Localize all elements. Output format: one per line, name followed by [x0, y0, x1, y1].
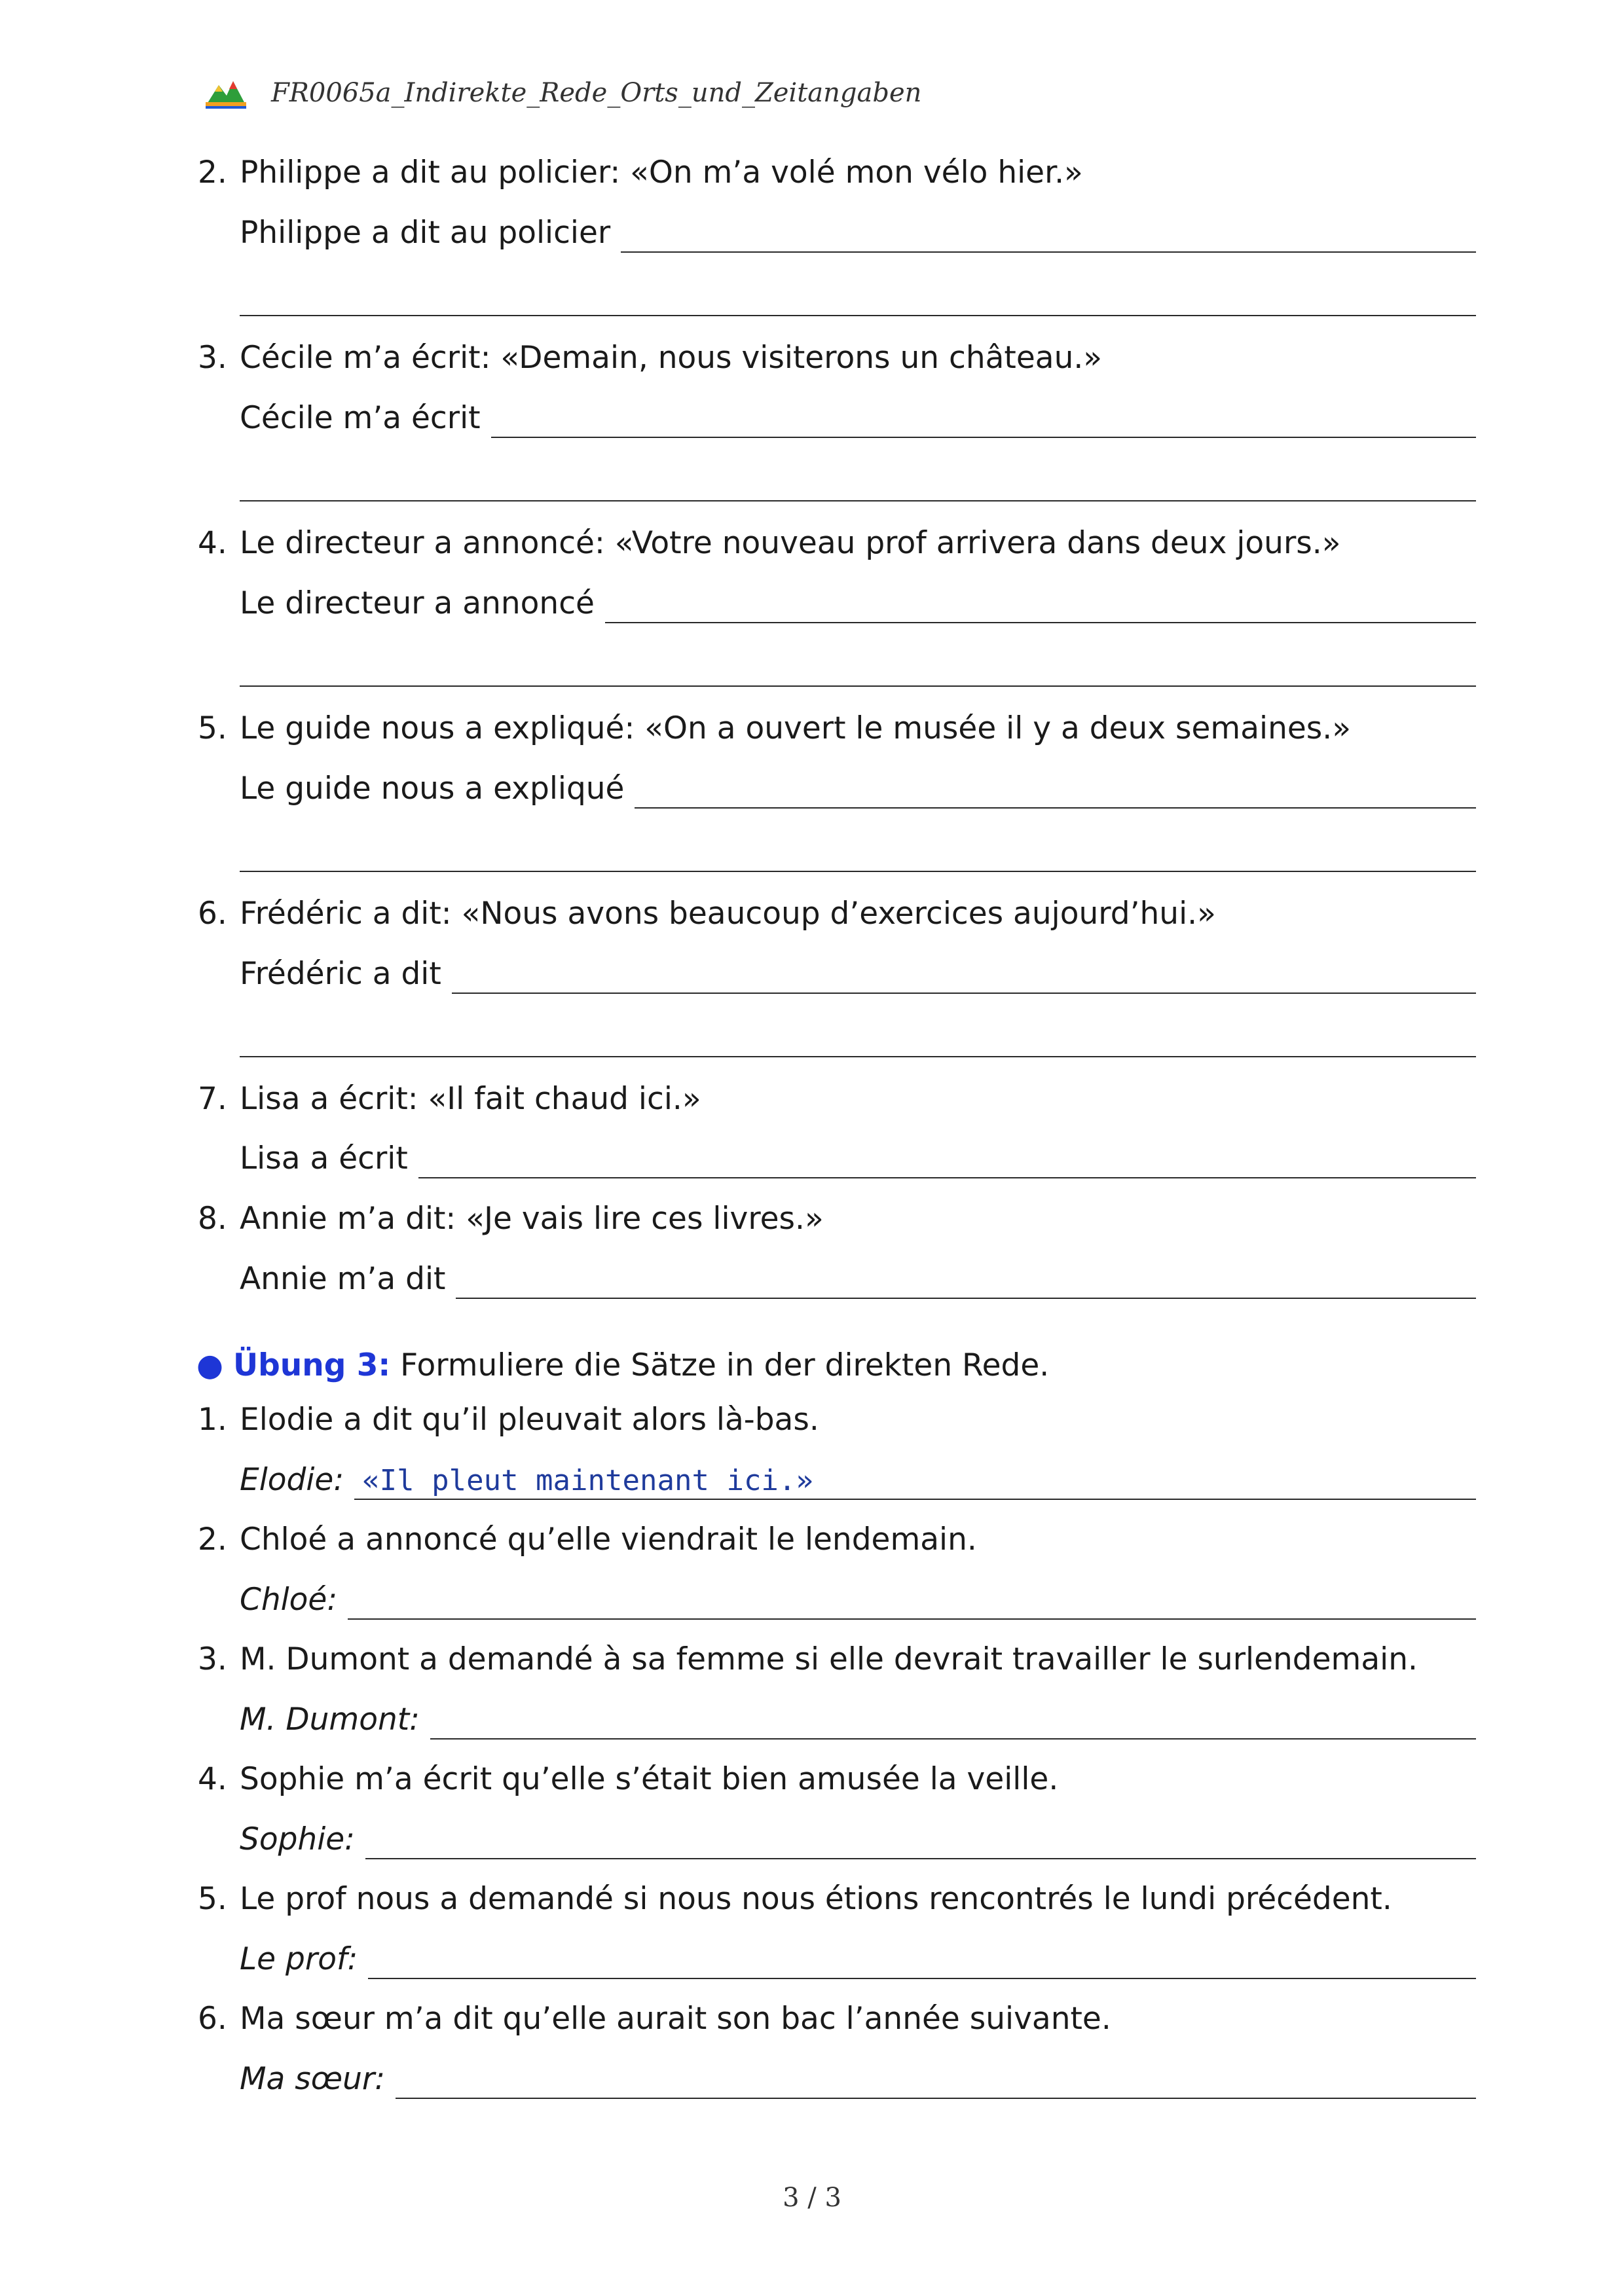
- answer-row: Chloé:: [240, 1580, 1476, 1620]
- answer-row: Le prof:: [240, 1940, 1476, 1979]
- page-number: 3 / 3: [783, 2183, 841, 2213]
- answer-line[interactable]: [348, 1590, 1476, 1620]
- answer-line-continuation[interactable]: [240, 500, 1476, 501]
- exercise-instruction: Formuliere die Sätze in der direkten Rede.: [400, 1347, 1050, 1383]
- answer-line[interactable]: [418, 1148, 1476, 1178]
- exercise-item: 4. Le directeur a annoncé: «Votre nouveau prof arrivera dans deux jours.»: [198, 525, 1341, 561]
- answer-line[interactable]: [605, 593, 1476, 623]
- answer-line-continuation[interactable]: [240, 315, 1476, 316]
- exercise-item: 5. Le prof nous a demandé si nous nous étions rencontrés le lundi précédent.: [198, 1881, 1392, 1917]
- page-header: [204, 73, 921, 113]
- answer-line-continuation[interactable]: [240, 685, 1476, 687]
- exercise-item: 5. Le guide nous a expliqué: «On a ouvert le musée il y a deux semaines.»: [198, 710, 1351, 746]
- answer-line[interactable]: [396, 2069, 1476, 2099]
- answer-line[interactable]: [354, 1464, 1476, 1500]
- answer-line[interactable]: [635, 778, 1476, 809]
- answer-row: Elodie: «Il pleut maintenant ici.»: [240, 1461, 1476, 1500]
- answer-line[interactable]: [368, 1949, 1476, 1979]
- bullet-icon: ●: [196, 1347, 224, 1383]
- answer-line-continuation[interactable]: [240, 1056, 1476, 1057]
- exercise-item: 2. Philippe a dit au policier: «On m’a volé mon vélo hier.»: [198, 155, 1083, 191]
- answer-row: Le guide nous a expliqué: [240, 769, 1476, 809]
- answer-line[interactable]: [621, 223, 1476, 253]
- exercise-title: Übung 3:: [232, 1347, 391, 1383]
- handwritten-answer: «Il pleut maintenant ici.»: [362, 1464, 813, 1497]
- answer-line-continuation[interactable]: [240, 871, 1476, 872]
- answer-line[interactable]: [452, 964, 1476, 994]
- document-title: FR0065a_Indirekte_Rede_Orts_und_Zeitangaben: [271, 78, 922, 108]
- answer-row: Ma sœur:: [240, 2060, 1476, 2099]
- exercise-item: 6. Frédéric a dit: «Nous avons beaucoup d’exercices aujourd’hui.»: [198, 896, 1216, 932]
- exercise-item: 7. Lisa a écrit: «Il fait chaud ici.»: [198, 1081, 701, 1117]
- answer-row: Philippe a dit au policier: [240, 213, 1476, 253]
- answer-line[interactable]: [456, 1269, 1476, 1299]
- answer-line[interactable]: [365, 1829, 1476, 1859]
- answer-row: Lisa a écrit: [240, 1139, 1476, 1178]
- exercise-item: 2. Chloé a annoncé qu’elle viendrait le lendemain.: [198, 1522, 977, 1558]
- answer-row: Sophie:: [240, 1820, 1476, 1859]
- exercise-item: 8. Annie m’a dit: «Je vais lire ces livres.»: [198, 1201, 824, 1237]
- answer-row: M. Dumont:: [240, 1700, 1476, 1740]
- answer-row: Cécile m’a écrit: [240, 399, 1476, 438]
- answer-row: Annie m’a dit: [240, 1260, 1476, 1299]
- answer-line[interactable]: [430, 1709, 1476, 1740]
- exercise-item: 3. M. Dumont a demandé à sa femme si elle devrait travailler le surlendemain.: [198, 1641, 1418, 1677]
- exercise-item: 6. Ma sœur m’a dit qu’elle aurait son bac l’année suivante.: [198, 2001, 1111, 2037]
- mountain-logo-icon: [204, 76, 248, 110]
- answer-line[interactable]: [491, 408, 1476, 438]
- answer-row: Le directeur a annoncé: [240, 584, 1476, 623]
- exercise-item: 3. Cécile m’a écrit: «Demain, nous visiterons un château.»: [198, 340, 1103, 376]
- exercise-heading: [196, 1346, 1049, 1385]
- exercise-item: 1. Elodie a dit qu’il pleuvait alors là-bas.: [198, 1402, 819, 1438]
- answer-row: Frédéric a dit: [240, 955, 1476, 994]
- exercise-item: 4. Sophie m’a écrit qu’elle s’était bien amusée la veille.: [198, 1761, 1059, 1797]
